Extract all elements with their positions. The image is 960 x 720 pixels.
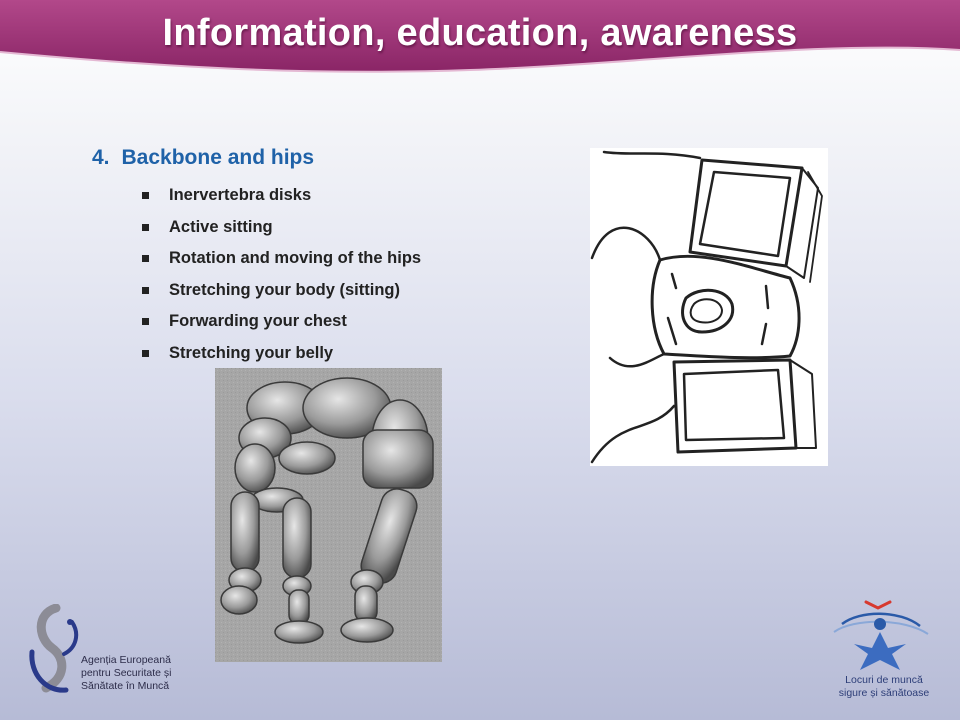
eu-osha-emblem-icon xyxy=(26,604,82,700)
eu-osha-org-name: Agenția Europeană pentru Securitate și Sănătate în Muncă xyxy=(81,654,172,692)
main-content xyxy=(92,146,562,369)
sitting-figure-image xyxy=(215,368,442,662)
list-item: Forwarding your chest xyxy=(142,306,562,338)
square-bullet-icon xyxy=(142,224,149,231)
star-figure-icon xyxy=(820,596,940,676)
square-bullet-icon xyxy=(142,192,149,199)
page-title: Information, education, awareness xyxy=(162,12,798,54)
square-bullet-icon xyxy=(142,255,149,262)
spine-sketch-image xyxy=(590,148,828,466)
section-title: Backbone and hips xyxy=(121,146,315,169)
bullet-list xyxy=(142,180,562,369)
list-item: Rotation and moving of the hips xyxy=(142,243,562,275)
square-bullet-icon xyxy=(142,318,149,325)
list-item: Stretching your belly xyxy=(142,338,562,370)
list-item: Inervertebra disks xyxy=(142,180,562,212)
healthy-workplaces-tagline: Locuri de muncă sigure și sănătoase xyxy=(838,674,930,699)
header-banner xyxy=(0,0,960,80)
list-item: Active sitting xyxy=(142,212,562,244)
list-item: Stretching your body (sitting) xyxy=(142,275,562,307)
square-bullet-icon xyxy=(142,287,149,294)
section-heading xyxy=(92,146,562,170)
eu-osha-logo xyxy=(26,604,216,704)
section-number: 4. xyxy=(92,146,110,169)
healthy-workplaces-logo xyxy=(820,596,940,706)
square-bullet-icon xyxy=(142,350,149,357)
